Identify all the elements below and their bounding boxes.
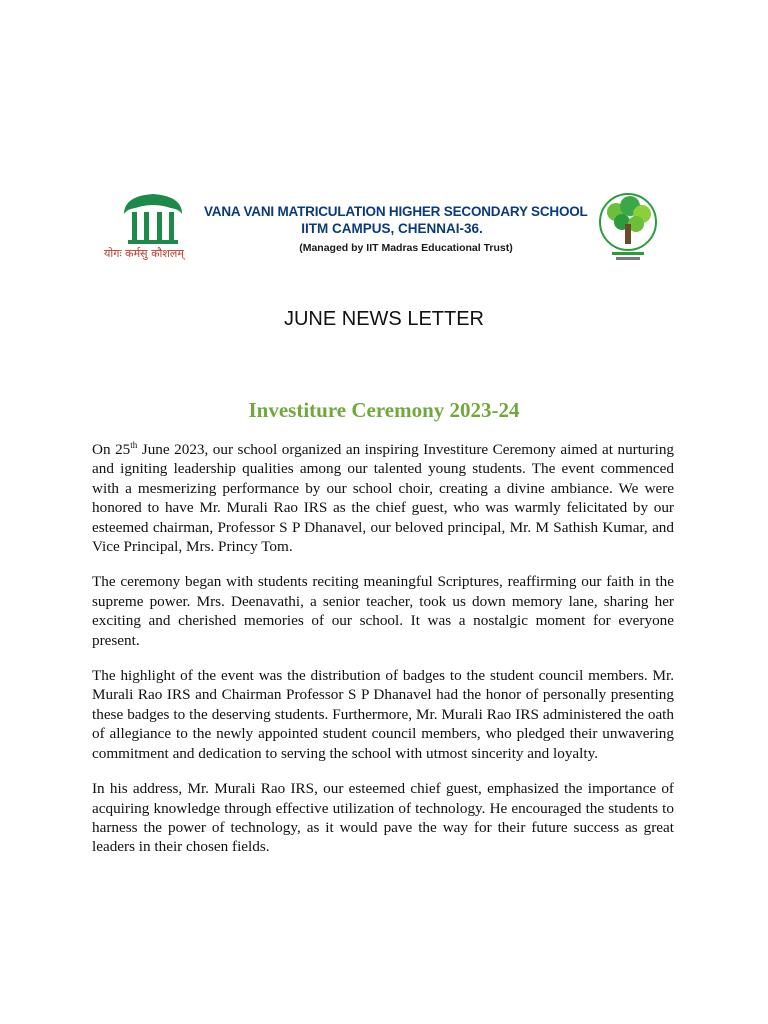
paragraph-1-rest: June 2023, our school organized an inspiring Investiture Ceremony aimed at nurturing and igniting leadership qualities among our talented young students. The event commenced with a mesmerizing performance by our school choir, creating a divine ambiance. We were honored to have Mr. Murali Rao IRS as the chief guest, who was warmly felicitated by our esteemed chairman, Professor S P Dhanavel, our beloved principal, Mr. M Sathish Kumar, and Vice Principal, Mrs. Princy Tom. [92,441,675,556]
article-body [92,440,674,873]
newsletter-title: JUNE NEWS LETTER [283,308,485,330]
managed-by-note: (Managed by IIT Madras Educational Trust) [299,242,513,254]
paragraph-4: In his address, Mr. Murali Rao IRS, our esteemed chief guest, emphasized the importance of acquiring knowledge through effective utilization of technology. He encouraged the students to harness the power of technology, as it would pave the way for their future success as great leaders in their chosen fields. [92,780,674,856]
letterhead [104,186,670,266]
banyan-tree-logo [118,190,188,246]
paragraph-1 [92,440,674,556]
article-title: Investiture Ceremony 2023-24 [248,398,520,422]
school-address: IITM CAMPUS, CHENNAI-36. [301,221,483,236]
paragraph-3: The highlight of the event was the distribution of badges to the student council members. Mr. Murali Rao IRS and Chairman Professor S P Dhanavel had the honor of personally presenting these badges to the deserving students. Furthermore, Mr. Murali Rao IRS administered the oath of allegiance to the newly appointed student council members, who pledged their unwavering commitment and dedication to serving the school with utmost sincerity and loyalty. [92,667,674,762]
green-tree-emblem-logo [594,192,662,262]
paragraph-2: The ceremony began with students reciting meaningful Scriptures, reaffirming our faith in the supreme power. Mrs. Deenavathi, a senior teacher, took us down memory lane, sharing her exciting and cherished memories of our school. It was a nostalgic moment for everyone present. [92,573,674,649]
ordinal-superscript: th [130,439,138,450]
school-name: VANA VANI MATRICULATION HIGHER SECONDARY SCHOOL [204,204,588,219]
school-info [204,204,588,254]
paragraph-1-start: On 25 [92,441,131,458]
hindi-tagline: योगः कर्मसु कौशलम् [104,247,184,260]
